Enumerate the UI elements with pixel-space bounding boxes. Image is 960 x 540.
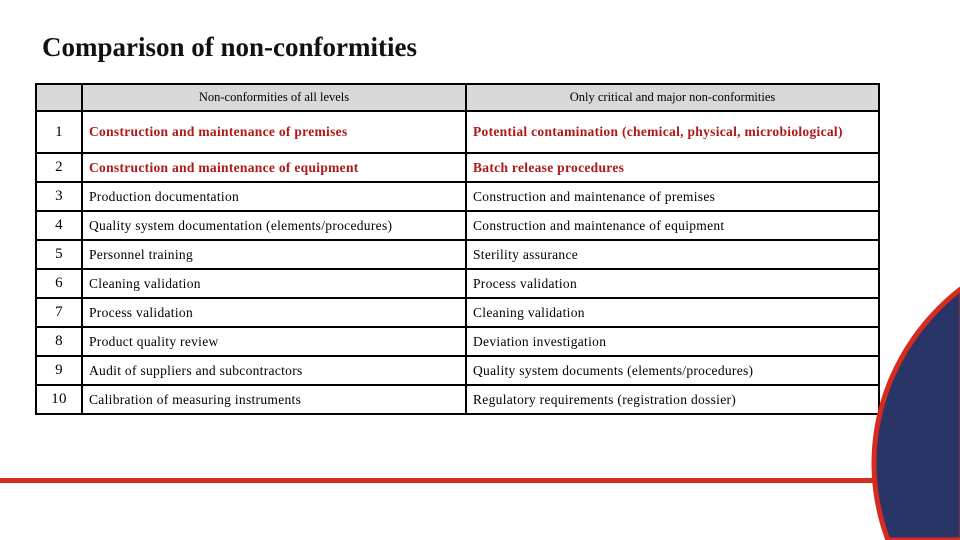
critical-cell: Construction and maintenance of premises xyxy=(466,182,879,211)
critical-cell: Construction and maintenance of equipment xyxy=(466,211,879,240)
row-number: 7 xyxy=(36,298,82,327)
row-number: 6 xyxy=(36,269,82,298)
critical-cell: Regulatory requirements (registration dossier) xyxy=(466,385,879,414)
all-levels-cell: Construction and maintenance of equipment xyxy=(82,153,466,182)
row-number: 3 xyxy=(36,182,82,211)
critical-cell: Quality system documents (elements/procedures) xyxy=(466,356,879,385)
all-levels-cell: Production documentation xyxy=(82,182,466,211)
row-number: 10 xyxy=(36,385,82,414)
row-number: 8 xyxy=(36,327,82,356)
all-levels-cell: Cleaning validation xyxy=(82,269,466,298)
critical-cell: Potential contamination (chemical, physical, microbiological) xyxy=(466,111,879,153)
critical-cell: Process validation xyxy=(466,269,879,298)
blue-circle-shape xyxy=(874,288,960,540)
all-levels-cell: Product quality review xyxy=(82,327,466,356)
row-number: 4 xyxy=(36,211,82,240)
row-number: 9 xyxy=(36,356,82,385)
critical-cell: Cleaning validation xyxy=(466,298,879,327)
all-levels-cell: Construction and maintenance of premises xyxy=(82,111,466,153)
all-levels-cell: Process validation xyxy=(82,298,466,327)
all-levels-cell: Audit of suppliers and subcontractors xyxy=(82,356,466,385)
all-levels-cell: Quality system documentation (elements/procedures) xyxy=(82,211,466,240)
header-all-levels: Non-conformities of all levels xyxy=(82,84,466,111)
critical-cell: Sterility assurance xyxy=(466,240,879,269)
slide-title: Comparison of non-conformities xyxy=(42,32,417,62)
critical-cell: Deviation investigation xyxy=(466,327,879,356)
all-levels-cell: Personnel training xyxy=(82,240,466,269)
header-critical-major: Only critical and major non-conformities xyxy=(466,84,879,111)
all-levels-cell: Calibration of measuring instruments xyxy=(82,385,466,414)
row-number: 2 xyxy=(36,153,82,182)
critical-cell: Batch release procedures xyxy=(466,153,879,182)
row-number: 1 xyxy=(36,111,82,153)
row-number: 5 xyxy=(36,240,82,269)
